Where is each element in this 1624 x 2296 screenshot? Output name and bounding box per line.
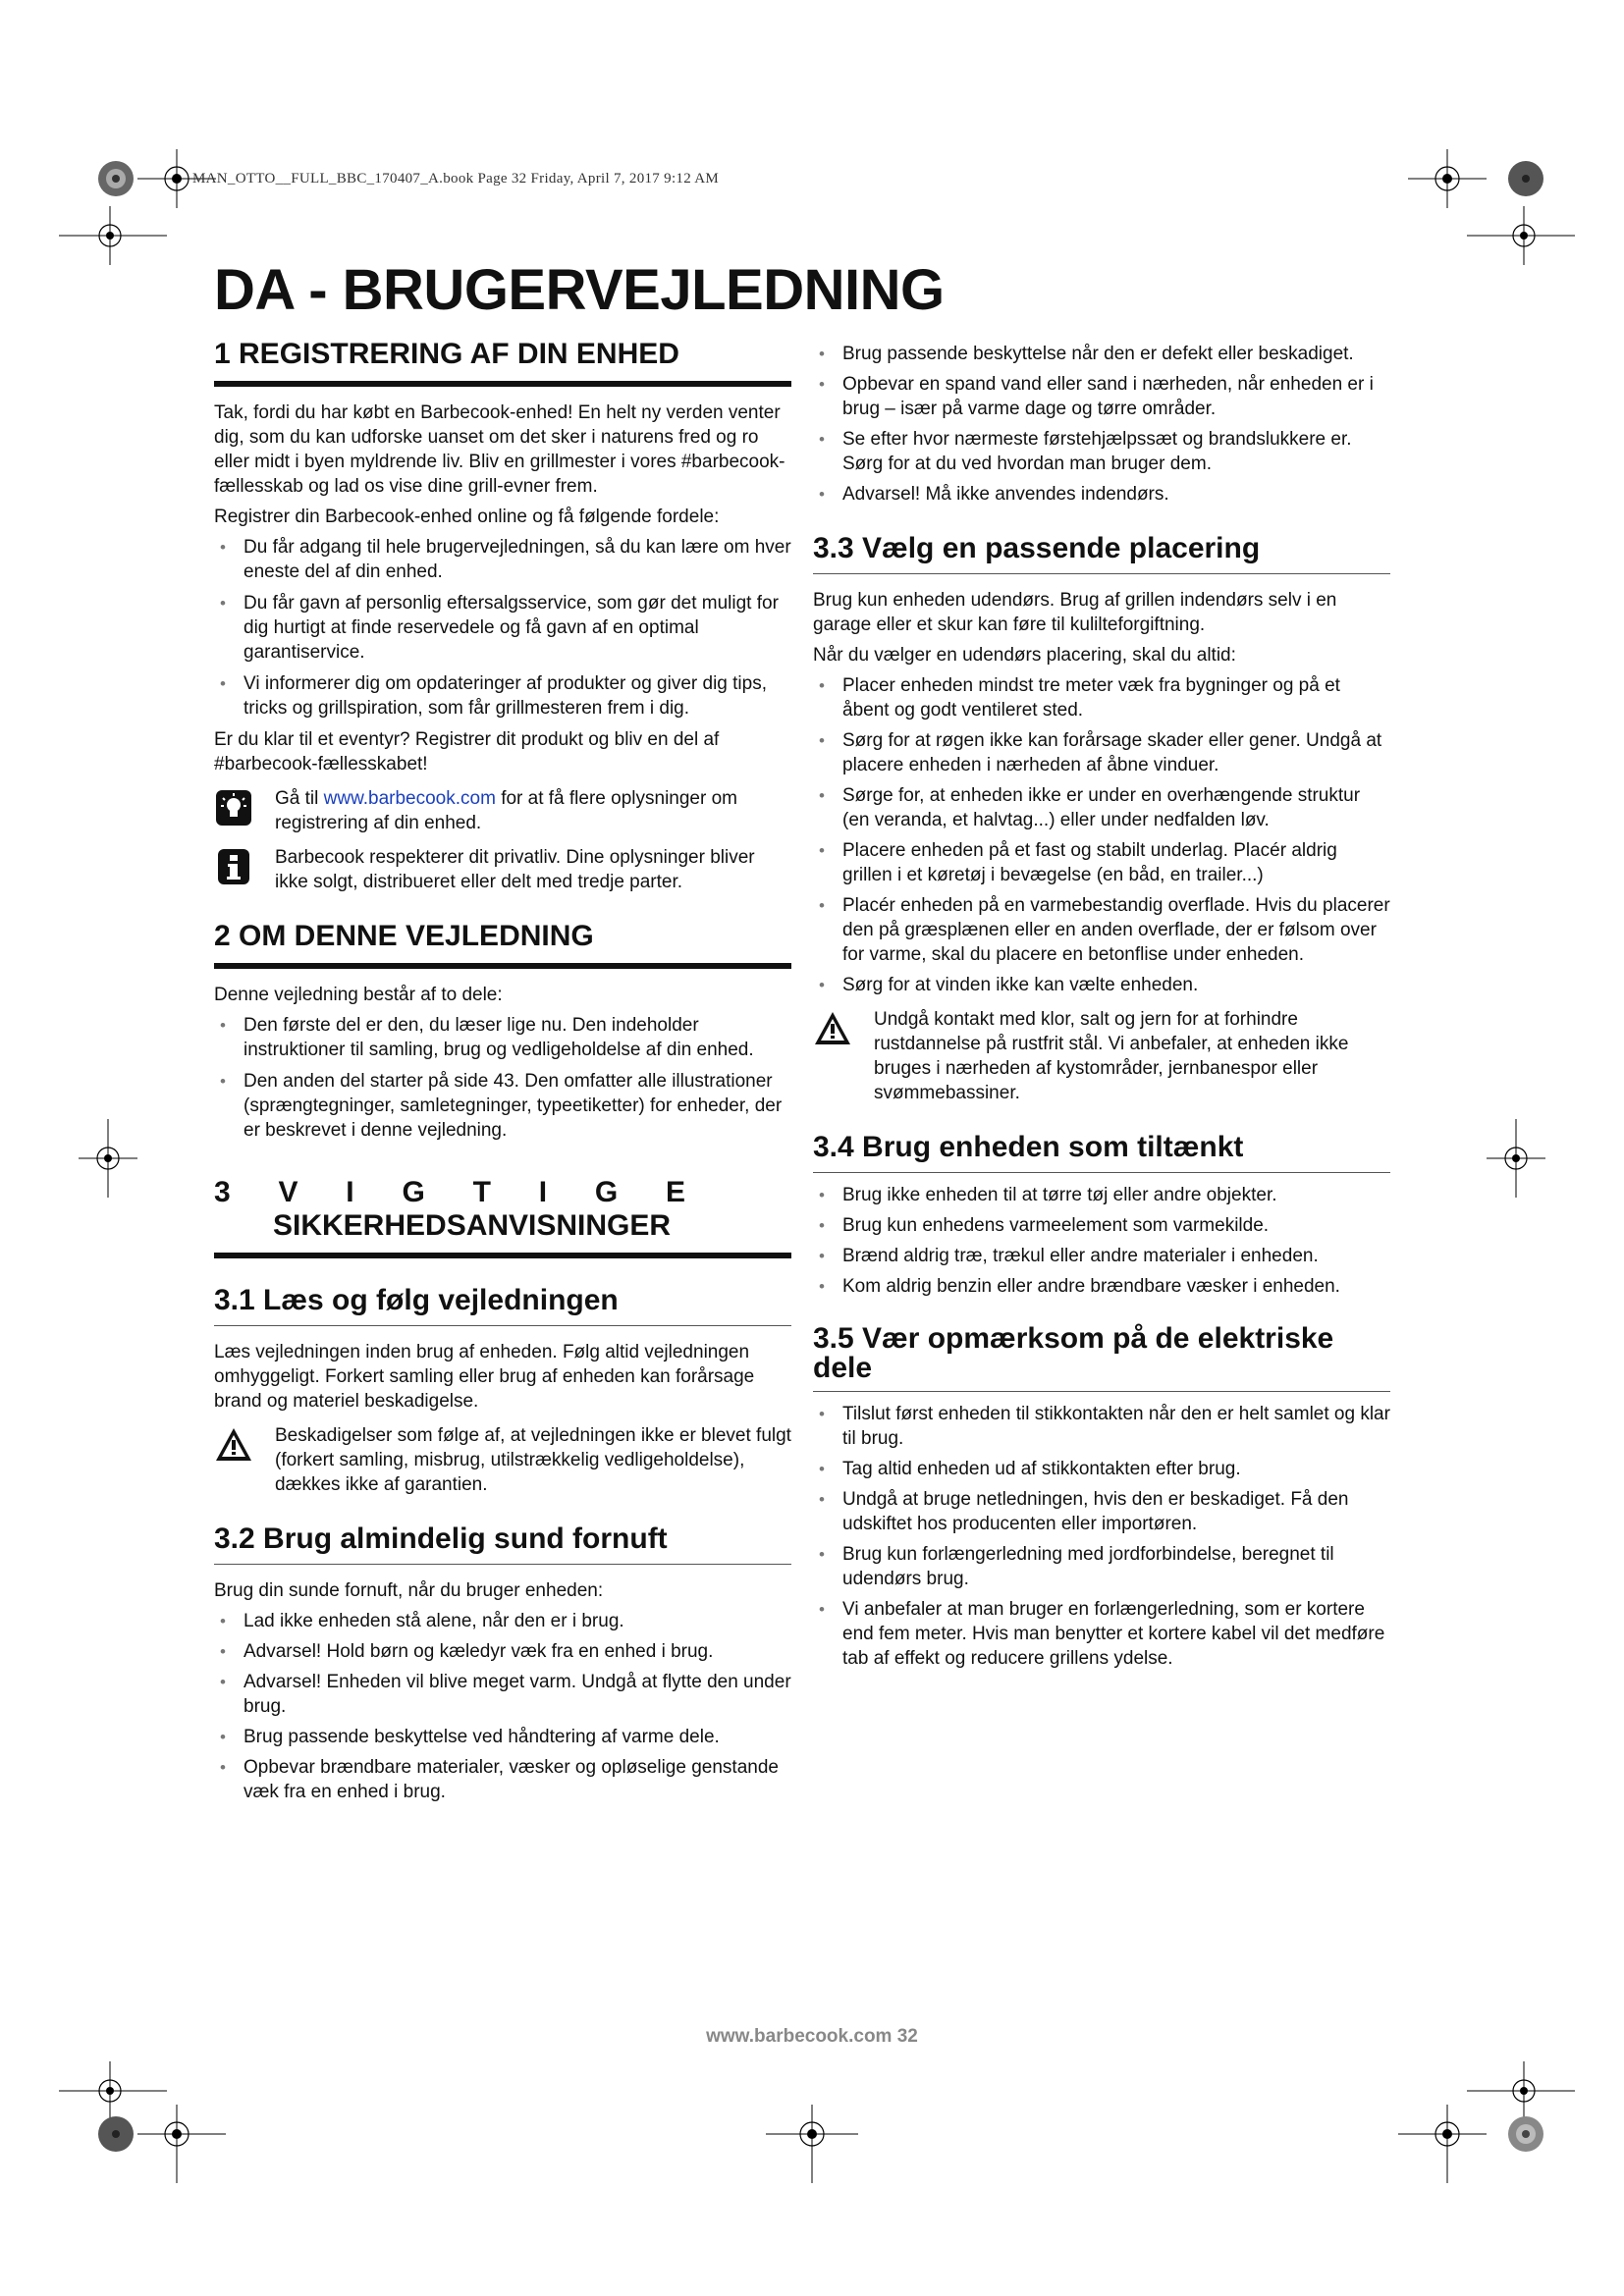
paragraph: Denne vejledning består af to dele: [214,985,503,1005]
list-item: • Vi informerer dig om opdateringer af produkter og giver dig tips, tricks og grillspiration, som får grillmesteren frem i dig. [214,671,791,721]
list-item: • Undgå at bruge netledningen, hvis den er beskadiget. Få den udskiftet hos producenten eller importøren. [813,1487,1390,1536]
paragraph: Registrer din Barbecook-enhed online og få følgende fordele: [214,507,720,527]
subsection-heading: 3.5 Vær opmærksom på de elektriske dele [813,1324,1390,1392]
list-item: • Opbevar en spand vand eller sand i nærheden, når enheden er i brug – især på varme dage og tørre områder. [813,372,1390,421]
heading-letter: G [402,1176,425,1208]
note-text: Undgå kontakt med klor, salt og jern for at forhindre rustdannelse på rustfrit stål. Vi anbefaler, at enheden ikke bruges i nærheden af kystområder, jernbanespor eller svømmebassiner. [874,1009,1349,1103]
registration-disc-icon [1506,159,1545,198]
section-safety [214,1176,791,1258]
crosshair-mark-icon [1398,2105,1487,2183]
list-item: • Placere enheden på et fast og stabilt underlag. Placér aldrig grillen i et køretøj i bevægelse (en båd, en trailer...) [813,838,1390,887]
warning-icon [214,1425,253,1465]
subsection-heading: 3.2 Brug almindelig sund fornuft [214,1522,791,1565]
note-text: Barbecook respekterer dit privatliv. Dine oplysninger bliver ikke solgt, distribueret eller delt med tredje parter. [275,847,755,892]
heading-letter: E [665,1176,685,1208]
list-item: • Du får adgang til hele brugervejledningen, så du kan lære om hver eneste del af din enhed. [214,535,791,584]
section-common-sense-continued [813,342,1390,507]
section-about-manual [214,920,791,1143]
paragraph: Er du klar til et eventyr? Registrer dit produkt og bliv en del af #barbecook-fællesskabet! [214,729,720,774]
privacy-note [214,845,791,894]
list-item: • Advarsel! Hold børn og kæledyr væk fra en enhed i brug. [214,1639,791,1664]
crosshair-mark-icon [137,2105,226,2183]
section-heading [214,1176,791,1258]
crosshair-mark-icon [1408,149,1487,208]
heading-letter: V [278,1176,298,1208]
section-registration [214,338,791,894]
list-item: • Brænd aldrig træ, trækul eller andre materialer i enheden. [813,1244,1390,1268]
list-item: • Placer enheden mindst tre meter væk fra bygninger og på et åbent og godt ventileret sted. [813,673,1390,722]
page-title: DA - BRUGERVEJLEDNING [214,258,945,322]
note-text [275,786,791,835]
paragraph: Læs vejledningen inden brug af enheden. Følg altid vejledningen omhyggeligt. Forkert samling eller brug af enheden kan forårsage brand og materiel beskadigelse. [214,1342,755,1412]
heading-letter: I [538,1176,548,1208]
heading-letter: T [472,1176,491,1208]
list-item: • Sørg for at vinden ikke kan vælte enheden. [813,973,1390,997]
list-item: • Du får gavn af personlig eftersalgsservice, som gør det muligt for dig hurtigt at finde reservedele og få gavn af en optimal garantiservice. [214,591,791,665]
section-intended-use [813,1131,1390,1299]
book-header-line: MAN_OTTO__FULL_BBC_170407_A.book Page 32 Friday, April 7, 2017 9:12 AM [192,171,720,187]
list-item: • Brug passende beskyttelse ved håndtering af varme dele. [214,1725,791,1749]
heading-letter: I [346,1176,354,1208]
right-column [813,342,1390,1696]
list-item: • Vi anbefaler at man bruger en forlængerledning, som er kortere end fem meter. Hvis man benytter et kortere kabel vil det medføre tab af effekt og reducere grillens ydelse. [813,1597,1390,1671]
warning-note [813,1007,1390,1105]
list-item: • Tag altid enheden ud af stikkontakten efter brug. [813,1457,1390,1481]
warning-icon [813,1009,852,1048]
warning-note [214,1423,791,1497]
list-item: • Sørge for, at enheden ikke er under en overhængende struktur (en veranda, et halvtag...) eller under nedfalden løv. [813,783,1390,832]
subsection-heading: 3.4 Brug enheden som tiltænkt [813,1131,1390,1173]
left-column [214,338,791,1830]
section-placement [813,532,1390,1105]
section-electrical [813,1324,1390,1671]
list-item: • Se efter hvor nærmeste førstehjælpssæt og brandslukkere er. Sørg for at du ved hvordan man bruger dem. [813,427,1390,476]
list-item: • Advarsel! Må ikke anvendes indendørs. [813,482,1390,507]
heading-letter: 3 [214,1176,231,1208]
note-text: Beskadigelser som følge af, at vejledningen ikke er blevet fulgt (forkert samling, misbrug, utilstrækkelig vedligeholdelse), dækkes ikke af garantien. [275,1425,791,1495]
lightbulb-icon [214,788,253,828]
registration-disc-icon [96,2114,135,2154]
section-common-sense [214,1522,791,1804]
registration-disc-icon [1506,2114,1545,2154]
crosshair-mark-icon [1487,1119,1545,1198]
note-text-start: Gå til [275,788,324,809]
crosshair-mark-icon [79,1119,137,1198]
note-text-end: for at få flere oplysninger om registrering af din enhed. [275,788,737,833]
crosshair-mark-icon [59,206,167,265]
registration-disc-icon [96,159,135,198]
paragraph: Brug kun enheden udendørs. Brug af grillen indendørs selv i en garage eller et skur kan føre til kulilteforgiftning. [813,590,1337,635]
barbecook-link[interactable]: www.barbecook.com [323,788,496,809]
list-item: • Sørg for at røgen ikke kan forårsage skader eller gener. Undgå at placere enheden i nærheden af åbne vinduer. [813,728,1390,777]
subsection-heading: 3.1 Læs og følg vejledningen [214,1284,791,1326]
crosshair-mark-icon [1467,206,1575,265]
heading-line-2: SIKKERHEDSANVISNINGER [273,1209,672,1242]
section-heading: 1 REGISTRERING AF DIN ENHED [214,338,791,387]
paragraph: Når du vælger en udendørs placering, skal du altid: [813,645,1236,666]
list-item: • Brug ikke enheden til at tørre tøj eller andre objekter. [813,1183,1390,1207]
list-item: • Placér enheden på en varmebestandig overflade. Hvis du placerer den på græsplænen eller en anden overflade, der er følsom over for varme, skal du placere en betonflise under enheden. [813,893,1390,967]
tip-note [214,786,791,835]
list-item: • Brug kun forlængerledning med jordforbindelse, beregnet til udendørs brug. [813,1542,1390,1591]
list-item: • Brug kun enhedens varmeelement som varmekilde. [813,1213,1390,1238]
list-item: • Tilslut først enheden til stikkontakten når den er helt samlet og klar til brug. [813,1402,1390,1451]
list-item: • Advarsel! Enheden vil blive meget varm. Undgå at flytte den under brug. [214,1670,791,1719]
page-number: 32 [896,2026,918,2047]
crosshair-mark-icon [766,2105,858,2183]
list-item: • Opbevar brændbare materialer, væsker og opløselige genstande væk fra en enhed i brug. [214,1755,791,1804]
list-item: • Lad ikke enheden stå alene, når den er i brug. [214,1609,791,1633]
page-footer [0,2026,1624,2048]
list-item: • Den første del er den, du læser lige nu. Den indeholder instruktioner til samling, brug og vedligeholdelse af din enhed. [214,1013,791,1062]
section-read-manual [214,1284,791,1497]
heading-letter: G [594,1176,619,1208]
subsection-heading: 3.3 Vælg en passende placering [813,532,1390,574]
info-icon [214,847,253,886]
list-item: • Brug passende beskyttelse når den er defekt eller beskadiget. [813,342,1390,366]
paragraph: Brug din sunde fornuft, når du bruger enheden: [214,1580,604,1601]
list-item: • Den anden del starter på side 43. Den omfatter alle illustrationer (sprængtegninger, samletegninger, typeetiketter) for enheder, der er beskrevet i denne vejledning. [214,1069,791,1143]
paragraph: Tak, fordi du har købt en Barbecook-enhed! En helt ny verden venter dig, som du kan udforske uanset om det sker i naturens fred og ro eller midt i byen myldrende liv. Bliv en grillmester i vores #barbecook-fællesskab og lad os vise dine grill-evner frem. [214,402,785,497]
footer-url: www.barbecook.com [706,2026,893,2047]
list-item: • Kom aldrig benzin eller andre brændbare væsker i enheden. [813,1274,1390,1299]
section-heading: 2 OM DENNE VEJLEDNING [214,920,791,969]
